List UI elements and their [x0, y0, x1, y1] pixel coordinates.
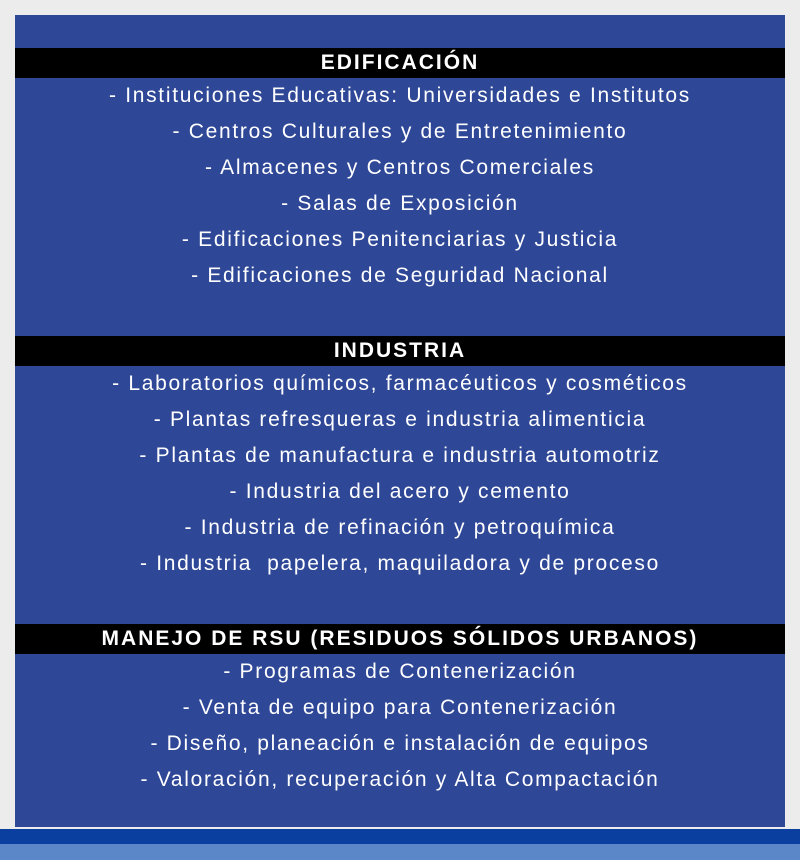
item-list [15, 78, 785, 294]
bottom-band-light [0, 844, 800, 860]
list-item: - Centros Culturales y de Entretenimiento [172, 120, 628, 143]
list-item: - Edificaciones Penitenciarias y Justicia [181, 228, 619, 251]
list-item: - Laboratorios químicos, farmacéuticos y cosméticos [112, 372, 688, 395]
list-item: - Salas de Exposición [281, 192, 519, 215]
section-edificacion [15, 48, 785, 294]
item-list [15, 654, 785, 798]
list-item: - Plantas de manufactura e industria automotriz [139, 444, 661, 467]
list-item: - Venta de equipo para Contenerización [182, 696, 618, 719]
list-item: - Plantas refresqueras e industria alimenticia [153, 408, 647, 431]
section-title: EDIFICACIÓN [15, 48, 785, 78]
bottom-band [0, 829, 800, 844]
section-title: INDUSTRIA [15, 336, 785, 366]
list-item: - Instituciones Educativas: Universidades e Institutos [108, 84, 692, 107]
item-list [15, 366, 785, 582]
list-item: - Industria de refinación y petroquímica [184, 516, 616, 539]
section-industria [15, 336, 785, 582]
list-item: - Industria papelera, maquiladora y de proceso [140, 552, 660, 575]
services-panel [15, 15, 785, 827]
list-item: - Diseño, planeación e instalación de equipos [150, 732, 650, 755]
section-title: MANEJO DE RSU (RESIDUOS SÓLIDOS URBANOS) [15, 624, 785, 654]
section-manejo-rsu [15, 624, 785, 798]
list-item: - Valoración, recuperación y Alta Compactación [140, 768, 660, 791]
list-item: - Edificaciones de Seguridad Nacional [191, 264, 609, 287]
list-item: - Industria del acero y cemento [229, 480, 571, 503]
list-item: - Almacenes y Centros Comerciales [205, 156, 595, 179]
list-item: - Programas de Contenerización [223, 660, 577, 683]
